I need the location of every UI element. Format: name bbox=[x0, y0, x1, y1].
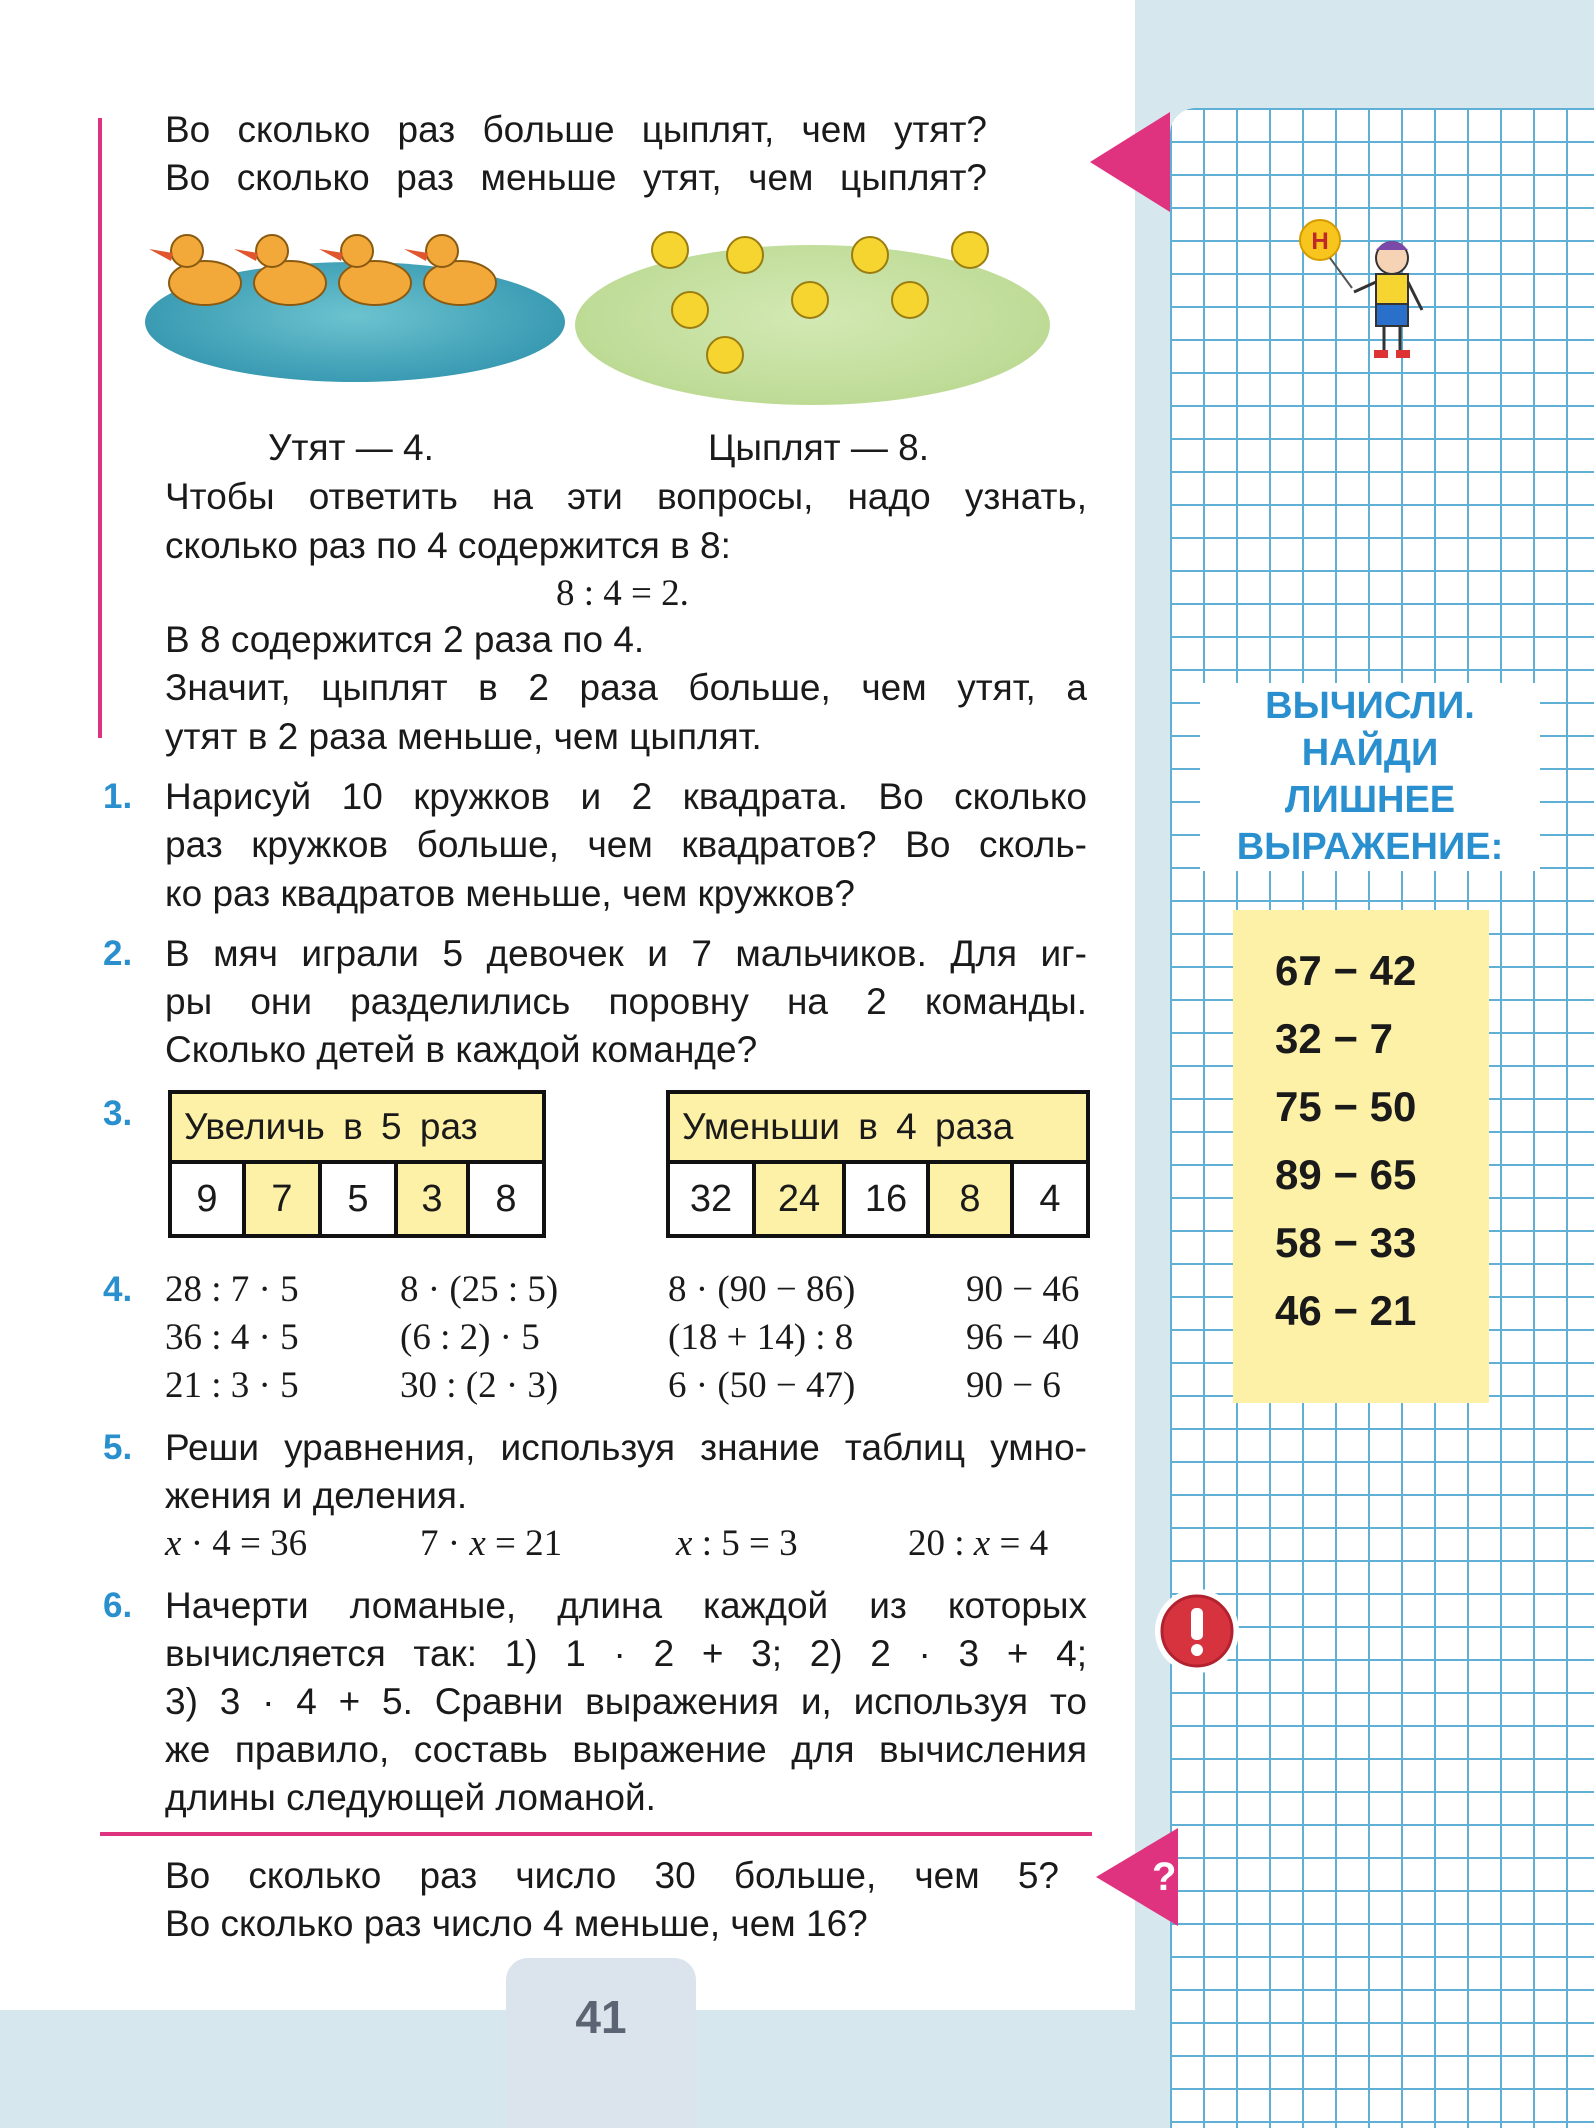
explanation-line-5: утят в 2 раза меньше, чем цыплят. bbox=[165, 716, 762, 757]
badge-letter: Н bbox=[1311, 228, 1329, 255]
equation: x : 5 = 3 bbox=[676, 1523, 798, 1564]
table-cell: 4 bbox=[1039, 1178, 1061, 1220]
side-expression: 75 − 50 bbox=[1275, 1083, 1417, 1130]
expression: 96 − 40 bbox=[966, 1317, 1080, 1358]
expression: 90 − 6 bbox=[966, 1365, 1061, 1406]
pink-triangle-marker bbox=[1090, 112, 1170, 212]
task-3-number: 3. bbox=[103, 1094, 133, 1133]
task-2-line-2: ры они разделились поровну на 2 команды. bbox=[165, 981, 1087, 1022]
side-title-line-1: ВЫЧИСЛИ. bbox=[1200, 683, 1540, 730]
equation: x · 4 = 36 bbox=[165, 1523, 308, 1564]
side-expression: 46 − 21 bbox=[1275, 1287, 1417, 1334]
task-6-line-3: 3) 3 · 4 + 5. Сравни выражения и, используя то bbox=[165, 1681, 1087, 1722]
table-cell: 7 bbox=[246, 1164, 322, 1234]
chicks-count-label: Цыплят — 8. bbox=[708, 427, 929, 468]
task-2-number: 2. bbox=[103, 934, 133, 973]
equation: 7 · x = 21 bbox=[420, 1523, 563, 1564]
expression: 28 : 7 · 5 bbox=[165, 1269, 299, 1310]
expression: (6 : 2) · 5 bbox=[400, 1317, 540, 1358]
task-4-number: 4. bbox=[103, 1270, 133, 1309]
task-2-line-3: Сколько детей в каждой команде? bbox=[165, 1029, 758, 1070]
task-6-line-1: Начерти ломаные, длина каждой из которых bbox=[165, 1585, 1087, 1626]
increase-table-header: Увеличь в 5 раз bbox=[172, 1094, 542, 1164]
chicks-illustration bbox=[620, 220, 1020, 400]
task-5-line-1: Реши уравнения, используя знание таблиц умно- bbox=[165, 1427, 1087, 1468]
task-6-number: 6. bbox=[103, 1586, 133, 1625]
svg-text:?: ? bbox=[1152, 1855, 1177, 1899]
explanation-line-2: сколько раз по 4 содержится в 8: bbox=[165, 525, 731, 566]
table-cell: 32 bbox=[670, 1164, 756, 1234]
intro-question-2: Во сколько раз меньше утят, чем цыплят? bbox=[165, 157, 987, 198]
side-expression: 89 − 65 bbox=[1275, 1151, 1417, 1198]
task-5-line-2: жения и деления. bbox=[165, 1475, 468, 1516]
page-number: 41 bbox=[575, 1991, 627, 2043]
bottom-divider bbox=[100, 1832, 1092, 1836]
table-cell: 16 bbox=[846, 1164, 930, 1234]
table-cell: 3 bbox=[398, 1164, 470, 1234]
task-6-line-5: длины следующей ломаной. bbox=[165, 1777, 656, 1818]
task-1-number: 1. bbox=[103, 777, 133, 816]
task-1-line-2: раз кружков больше, чем квадратов? Во сколь- bbox=[165, 824, 1087, 865]
decrease-table-header: Уменьши в 4 раза bbox=[670, 1094, 1086, 1164]
ducklings-illustration bbox=[145, 215, 565, 325]
side-title-line-3: ЛИШНЕЕ bbox=[1200, 777, 1540, 824]
table-cell: 5 bbox=[322, 1164, 398, 1234]
task-1-line-1: Нарисуй 10 кружков и 2 квадрата. Во сколько bbox=[165, 776, 1087, 817]
bottom-question-2: Во сколько раз число 4 меньше, чем 16? bbox=[165, 1903, 868, 1944]
division-formula: 8 : 4 = 2. bbox=[556, 573, 689, 614]
expression: 90 − 46 bbox=[966, 1269, 1080, 1310]
task-2-line-1: В мяч играли 5 девочек и 7 мальчиков. Для иг- bbox=[165, 933, 1087, 974]
table-cell: 8 bbox=[930, 1164, 1014, 1234]
side-title-line-4: ВЫРАЖЕНИЕ: bbox=[1200, 824, 1540, 871]
task-1-line-3: ко раз квадратов меньше, чем кружков? bbox=[165, 873, 855, 914]
side-expression: 58 − 33 bbox=[1275, 1219, 1417, 1266]
side-expression: 32 − 7 bbox=[1275, 1015, 1393, 1062]
question-marker-icon bbox=[1096, 1828, 1178, 1926]
expression: 36 : 4 · 5 bbox=[165, 1317, 299, 1358]
expression: 30 : (2 · 3) bbox=[400, 1365, 559, 1406]
equation: 20 : x = 4 bbox=[908, 1523, 1049, 1564]
side-title-line-2: НАЙДИ bbox=[1200, 730, 1540, 777]
task-6-line-4: же правило, составь выражение для вычисления bbox=[165, 1729, 1087, 1770]
expression: 8 · (90 − 86) bbox=[668, 1269, 856, 1310]
ducks-count-label: Утят — 4. bbox=[268, 427, 434, 468]
bottom-question-1: Во сколько раз число 30 больше, чем 5? bbox=[165, 1855, 1059, 1896]
boy-with-balloon-icon bbox=[1290, 218, 1450, 378]
increase-table bbox=[168, 1090, 546, 1238]
side-expression: 67 − 42 bbox=[1275, 947, 1417, 994]
task-5-number: 5. bbox=[103, 1428, 133, 1467]
explanation-line-1: Чтобы ответить на эти вопросы, надо узнать, bbox=[165, 476, 1087, 517]
intro-side-bar bbox=[98, 118, 102, 738]
expression: 21 : 3 · 5 bbox=[165, 1365, 299, 1406]
expression: 6 · (50 − 47) bbox=[668, 1365, 856, 1406]
task-6-line-2: вычисляется так: 1) 1 · 2 + 3; 2) 2 · 3 + 4; bbox=[165, 1633, 1087, 1674]
explanation-line-3: В 8 содержится 2 раза по 4. bbox=[165, 619, 645, 660]
intro-question-1: Во сколько раз больше цыплят, чем утят? bbox=[165, 109, 987, 150]
expression: (18 + 14) : 8 bbox=[668, 1317, 854, 1358]
table-cell: 24 bbox=[756, 1164, 846, 1234]
decrease-table bbox=[666, 1090, 1090, 1238]
explanation-line-4: Значит, цыплят в 2 раза больше, чем утят, а bbox=[165, 667, 1087, 708]
expression: 8 · (25 : 5) bbox=[400, 1269, 559, 1310]
exclamation-icon bbox=[1152, 1586, 1242, 1676]
table-cell: 8 bbox=[495, 1178, 517, 1220]
table-cell: 9 bbox=[172, 1164, 246, 1234]
